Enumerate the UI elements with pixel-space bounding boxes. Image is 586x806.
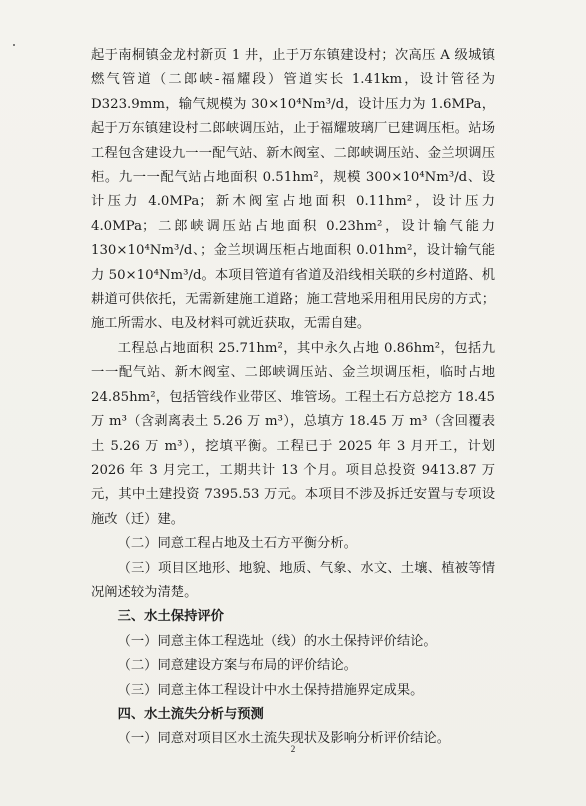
paragraph-land-and-earthwork: 工程总占地面积 25.71hm²，其中永久占地 0.86hm²，包括九一一配气站、新木阀室、二郎峡调压站、金兰坝调压柜，临时占地 24.85hm²，包括管线作业带区、堆管场。工程土石方总挖方 18.45 万 m³（含剥离表土 5.26 万 m³），总填方 18.45 万 m³（含回覆表土 5.26 万 m³），挖填平衡。工程已于 2025 年 3 月开工，计划 2026 年 3 月完工，工期共计 13 个月。项目总投资 9413.87 万元，其中土建投资 7395.53 万元。本项目不涉及拆迁安置与专项设施改（迁）建。 [91,340,495,527]
page-number: 2 [290,744,296,754]
scan-speck [13,44,15,46]
section3-item-1: （一）同意主体工程选址（线）的水土保持评价结论。 [117,633,437,649]
document-body [91,44,495,752]
section-heading-4: 四、水土流失分析与预测 [117,706,264,722]
section3-item-2: （二）同意建设方案与布局的评价结论。 [117,658,357,674]
paragraph-pipeline-and-stations: 起于南桐镇金龙村新页 1 井，止于万东镇建设村；次高压 A 级城镇燃气管道（二郎峡-福耀段）管道实长 1.41km，设计管径为 D323.9mm，输气规模为 30×10⁴Nm³/d，设计压力为 1.6MPa，起于万东镇建设村二郎峡调压站，止于福耀玻璃厂已建调压柜。站场工程包含建设九一一配气站、新木阀室、二郎峡调压站、金兰坝调压柜。九一一配气站占地面积 0.51hm²，规模 300×10⁴Nm³/d、设计压力 4.0MPa；新木阀室占地面积 0.11hm²，设计压力 4.0MPa；二郎峡调压站占地面积 0.23hm²，设计输气能力 130×10⁴Nm³/d、；金兰坝调压柜占地面积 0.01hm²，设计输气能力 50×10⁴Nm³/d。本项目管道有省道及沿线相关联的乡村道路、机耕道可供依托，无需新建施工道路；施工营地采用租用民房的方式；施工所需水、电及材料可就近获取，无需自建。 [91,48,495,332]
paragraph-item-2: （二）同意工程占地及土石方平衡分析。 [117,536,357,552]
section-heading-3: 三、水土保持评价 [117,609,224,625]
section3-item-3: （三）同意主体工程设计中水土保持措施界定成果。 [117,682,424,698]
section4-item-1: （一）同意对项目区水土流失现状及影响分析评价结论。 [117,731,451,747]
paragraph-item-3: （三）项目区地形、地貌、地质、气象、水文、土壤、植被等情况阐述较为清楚。 [91,560,495,600]
